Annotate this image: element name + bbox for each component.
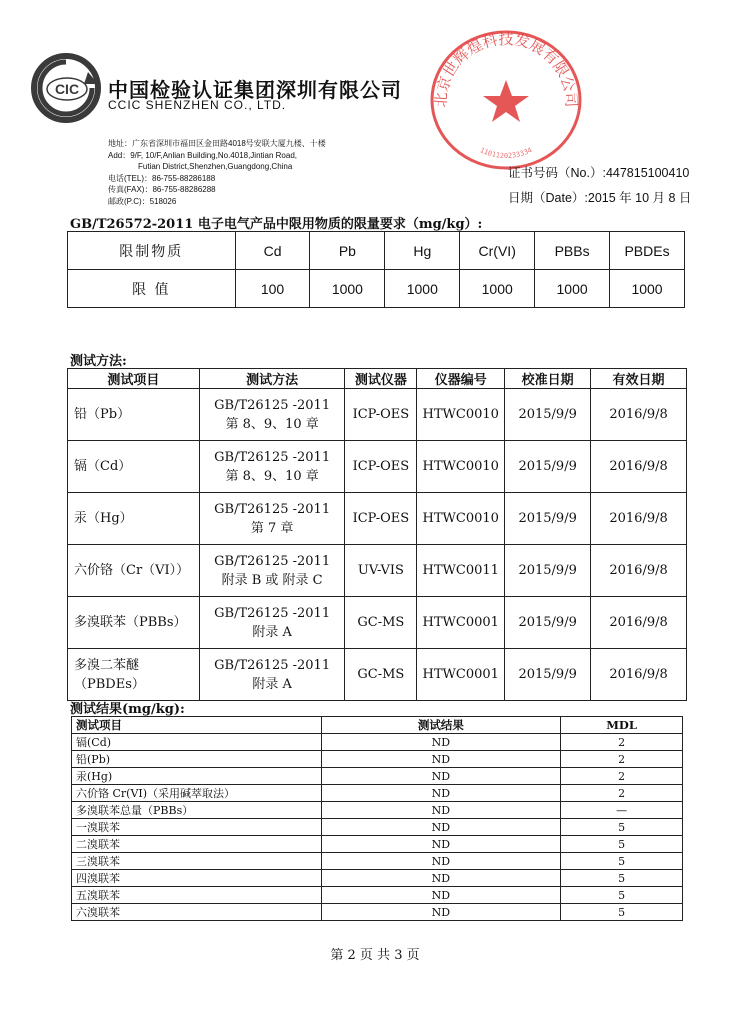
result-mdl: 5 <box>561 904 683 921</box>
fax-line: 传真(FAX)：86-755-88286288 <box>108 185 216 195</box>
results-table <box>71 716 683 921</box>
calibration-date: 2015/9/9 <box>505 389 591 441</box>
phone-line: 电话(TEL)：86-755-88286188 <box>108 173 216 183</box>
calibration-date: 2015/9/9 <box>505 441 591 493</box>
methods-row <box>68 389 687 441</box>
instrument-code: HTWC0001 <box>417 597 505 649</box>
limits-value-cell: 1000 <box>385 270 460 308</box>
limits-value-cell: 1000 <box>460 270 535 308</box>
results-row <box>72 751 683 768</box>
limits-value-cell: 1000 <box>535 270 610 308</box>
test-method-line: GB/T26125 -2011 <box>214 397 331 413</box>
result-mdl: 5 <box>561 870 683 887</box>
limits-value-cell: 1000 <box>310 270 385 308</box>
test-item: （PBDEs） <box>74 676 145 692</box>
test-method-line: 第 7 章 <box>250 520 294 536</box>
valid-date: 2016/9/8 <box>591 389 687 441</box>
methods-header-row <box>68 369 687 389</box>
results-row <box>72 853 683 870</box>
results-header-cell: MDL <box>561 717 683 734</box>
methods-header-cell: 测试项目 <box>68 369 200 389</box>
test-method-line: GB/T26125 -2011 <box>214 501 331 517</box>
test-item: 多溴联苯（PBBs） <box>68 597 200 649</box>
test-item: 多溴二苯醚 <box>74 657 140 673</box>
results-row <box>72 887 683 904</box>
result-mdl: 2 <box>561 768 683 785</box>
results-header-cell: 测试结果 <box>321 717 561 734</box>
test-method-line: GB/T26125 -2011 <box>214 553 331 569</box>
result-mdl: 5 <box>561 853 683 870</box>
result-mdl: 2 <box>561 785 683 802</box>
certificate-number <box>508 163 689 181</box>
test-instrument: ICP-OES <box>345 389 417 441</box>
instrument-code: HTWC0010 <box>417 441 505 493</box>
seal-text: 北京世辉煌科技发展有限公司 <box>431 30 581 108</box>
result-item: 镉(Cd) <box>72 734 322 751</box>
result-item: 铅(Pb) <box>72 751 322 768</box>
methods-table <box>67 368 687 701</box>
certificate-date <box>508 188 691 206</box>
test-item: 镉（Cd） <box>68 441 200 493</box>
methods-header-cell: 测试仪器 <box>345 369 417 389</box>
test-method <box>199 545 345 597</box>
limits-title: GB/T26572-2011 电子电气产品中限用物质的限量要求（mg/kg）: <box>70 217 483 232</box>
limits-header-cell: PBDEs <box>610 232 685 270</box>
results-header-row <box>72 717 683 734</box>
test-item: 汞（Hg） <box>68 493 200 545</box>
results-row <box>72 768 683 785</box>
company-name-en: CCIC SHENZHEN CO., LTD. <box>108 98 287 112</box>
result-value: ND <box>321 870 561 887</box>
company-seal-icon <box>424 22 588 172</box>
limits-value-cell: 限 值 <box>68 270 236 308</box>
test-method <box>199 597 345 649</box>
result-mdl: 5 <box>561 819 683 836</box>
seal-star-icon <box>483 80 529 122</box>
results-row <box>72 734 683 751</box>
test-item: 铅（Pb） <box>68 389 200 441</box>
results-row <box>72 870 683 887</box>
valid-date: 2016/9/8 <box>591 441 687 493</box>
seal-number: 1101120233334 <box>478 146 534 160</box>
results-row <box>72 904 683 921</box>
test-method <box>199 389 345 441</box>
result-mdl: 5 <box>561 836 683 853</box>
result-item: 四溴联苯 <box>72 870 322 887</box>
calibration-date: 2015/9/9 <box>505 545 591 597</box>
result-value: ND <box>321 904 561 921</box>
calibration-date: 2015/9/9 <box>505 597 591 649</box>
test-instrument: UV-VIS <box>345 545 417 597</box>
test-instrument: GC-MS <box>345 649 417 701</box>
certificate-number-value: 447815100410 <box>605 166 690 180</box>
result-value: ND <box>321 785 561 802</box>
limits-value-cell: 100 <box>235 270 310 308</box>
results-row <box>72 802 683 819</box>
results-row <box>72 785 683 802</box>
methods-row <box>68 545 687 597</box>
logo-text: CIC <box>54 81 80 97</box>
test-item: 六价铬（Cr（VI）） <box>68 545 200 597</box>
result-mdl: 2 <box>561 751 683 768</box>
instrument-code: HTWC0010 <box>417 493 505 545</box>
result-item: 六价铬 Cr(VI)（采用碱萃取法） <box>72 785 322 802</box>
test-method-line: 附录 B 或 附录 C <box>221 572 323 588</box>
methods-header-cell: 校准日期 <box>505 369 591 389</box>
valid-date: 2016/9/8 <box>591 649 687 701</box>
test-instrument: GC-MS <box>345 597 417 649</box>
limits-header-cell: Cd <box>235 232 310 270</box>
test-method <box>199 649 345 701</box>
instrument-code: HTWC0010 <box>417 389 505 441</box>
methods-header-cell: 有效日期 <box>591 369 687 389</box>
certificate-date-value: 2015 年 10 月 8 日 <box>587 191 692 205</box>
test-method-line: GB/T26125 -2011 <box>214 657 331 673</box>
result-value: ND <box>321 768 561 785</box>
test-method-line: 附录 A <box>252 676 292 692</box>
methods-header-cell: 仪器编号 <box>417 369 505 389</box>
methods-row <box>68 441 687 493</box>
result-mdl: 5 <box>561 887 683 904</box>
result-item: 六溴联苯 <box>72 904 322 921</box>
results-row <box>72 836 683 853</box>
limits-table <box>67 231 685 308</box>
result-value: ND <box>321 802 561 819</box>
result-value: ND <box>321 887 561 904</box>
company-address <box>108 138 408 208</box>
limits-header-cell: PBBs <box>535 232 610 270</box>
result-value: ND <box>321 751 561 768</box>
results-row <box>72 819 683 836</box>
postcode-line: 邮政(P.C)：518026 <box>108 196 177 206</box>
calibration-date: 2015/9/9 <box>505 493 591 545</box>
result-item: 三溴联苯 <box>72 853 322 870</box>
limits-value-cell: 1000 <box>610 270 685 308</box>
test-method <box>199 493 345 545</box>
certificate-date-label: 日期（Date）: <box>508 191 588 205</box>
test-method-line: 附录 A <box>252 624 292 640</box>
result-value: ND <box>321 819 561 836</box>
certificate-number-label: 证书号码（No.）: <box>508 166 606 180</box>
company-name-cn: 中国检验认证集团深圳有限公司 <box>108 80 402 102</box>
svg-text:1101120233334 <box>479 146 534 160</box>
address-line: Futian District,Shenzhen,Guangdong,China <box>138 162 293 172</box>
page-number: 第 2 页 共 3 页 <box>330 948 420 963</box>
test-instrument: ICP-OES <box>345 441 417 493</box>
test-method-line: 第 8、9、10 章 <box>225 468 319 484</box>
instrument-code: HTWC0001 <box>417 649 505 701</box>
methods-row <box>68 493 687 545</box>
methods-row <box>68 649 687 701</box>
limits-header-cell: Pb <box>310 232 385 270</box>
valid-date: 2016/9/8 <box>591 493 687 545</box>
results-header-cell: 测试项目 <box>72 717 322 734</box>
methods-title: 测试方法: <box>70 354 127 369</box>
result-item: 五溴联苯 <box>72 887 322 904</box>
result-mdl: 2 <box>561 734 683 751</box>
limits-header-row <box>68 232 685 270</box>
result-item: 二溴联苯 <box>72 836 322 853</box>
limits-header-cell: Cr(VI) <box>460 232 535 270</box>
valid-date: 2016/9/8 <box>591 545 687 597</box>
ccic-logo-icon <box>30 52 102 124</box>
result-item: 汞(Hg) <box>72 768 322 785</box>
limits-value-row <box>68 270 685 308</box>
address-line: Add：9/F, 10/F,Anlian Building,No.4018,Jintian Road, <box>108 150 298 160</box>
methods-header-cell: 测试方法 <box>199 369 345 389</box>
result-value: ND <box>321 836 561 853</box>
calibration-date: 2015/9/9 <box>505 649 591 701</box>
result-item: 一溴联苯 <box>72 819 322 836</box>
limits-header-cell: Hg <box>385 232 460 270</box>
result-mdl: — <box>561 802 683 819</box>
address-line: 地址：广东省深圳市福田区金田路4018号安联大厦九楼、十楼 <box>108 139 326 148</box>
test-method-line: GB/T26125 -2011 <box>214 605 331 621</box>
result-value: ND <box>321 734 561 751</box>
result-item: 多溴联苯总量（PBBs） <box>72 802 322 819</box>
result-value: ND <box>321 853 561 870</box>
valid-date: 2016/9/8 <box>591 597 687 649</box>
test-method-line: 第 8、9、10 章 <box>225 416 319 432</box>
instrument-code: HTWC0011 <box>417 545 505 597</box>
test-instrument: ICP-OES <box>345 493 417 545</box>
test-method <box>199 441 345 493</box>
methods-row <box>68 597 687 649</box>
limits-header-cell: 限制物质 <box>68 232 236 270</box>
results-title: 测试结果(mg/kg): <box>70 702 185 717</box>
test-method-line: GB/T26125 -2011 <box>214 449 331 465</box>
